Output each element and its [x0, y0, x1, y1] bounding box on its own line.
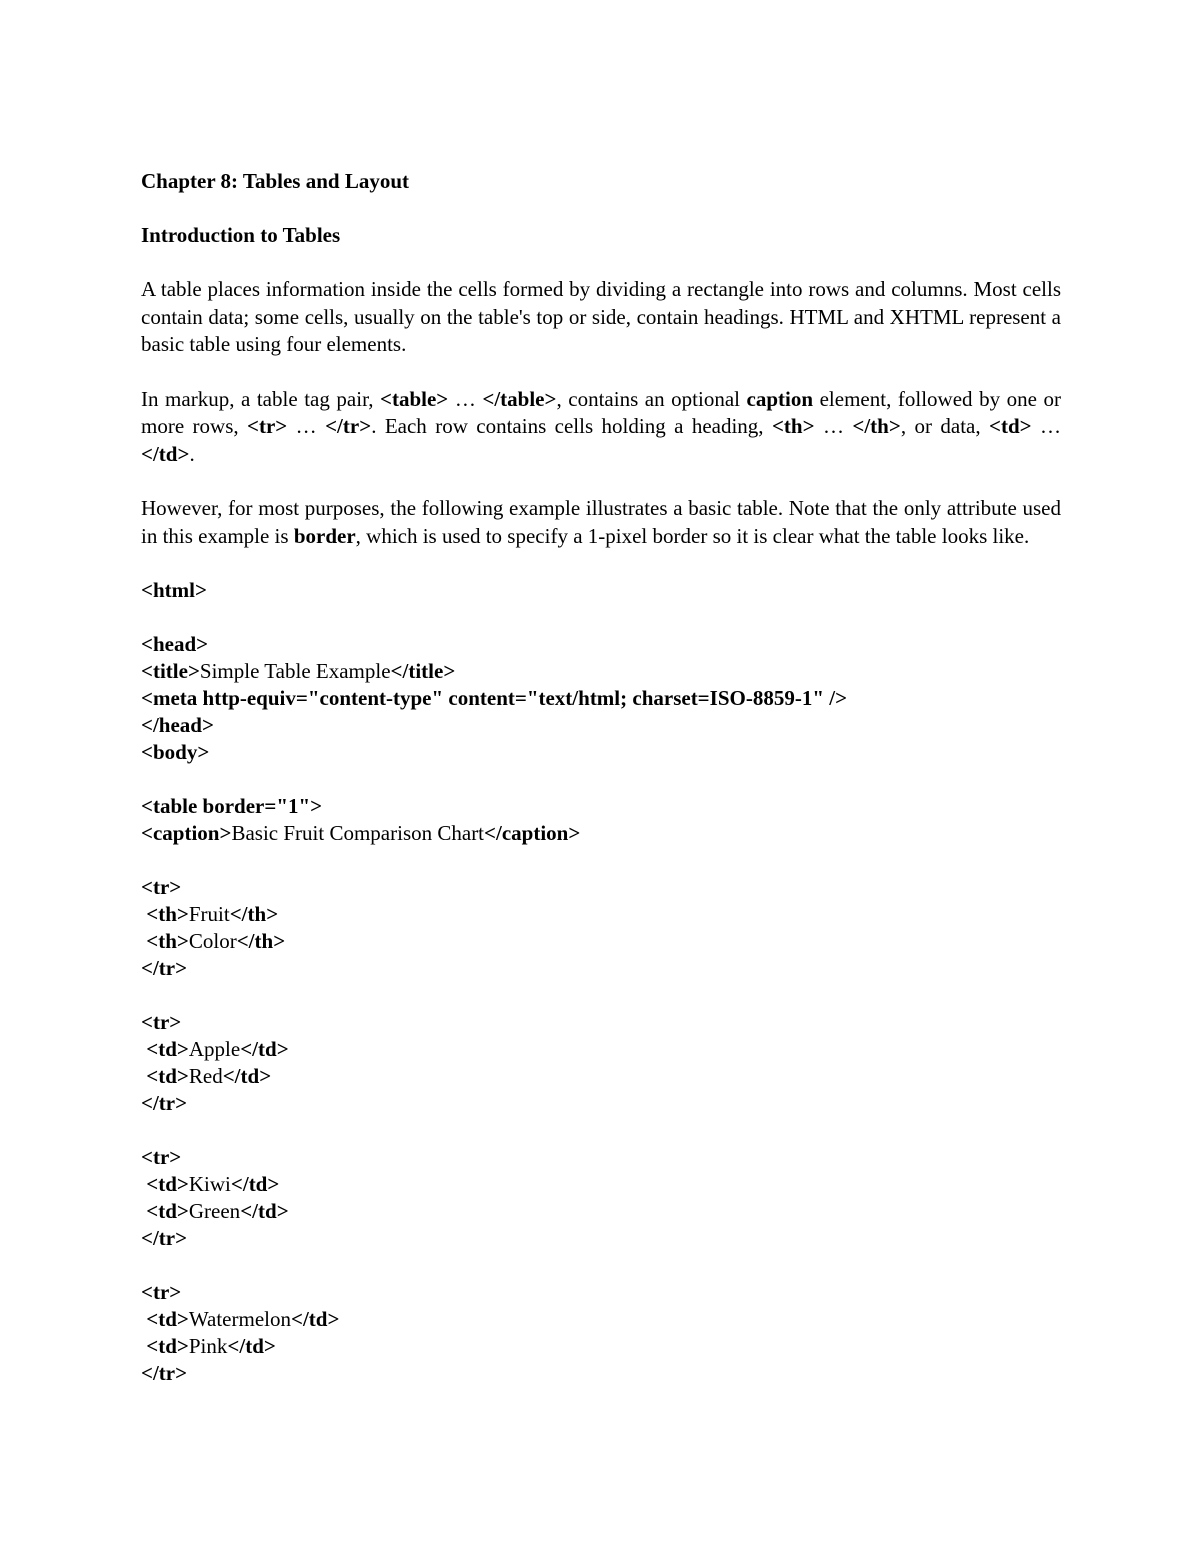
code-line: <body> [141, 740, 210, 764]
code-row-block [141, 1144, 1061, 1252]
chapter-title: Chapter 8: Tables and Layout [141, 169, 410, 193]
code-line: </tr> [141, 1226, 188, 1250]
code-row-block [141, 1279, 1061, 1387]
code-line: <td>Green</td> [141, 1199, 289, 1223]
paragraph-example: However, for most purposes, the following example illustrates a basic table. Note that the only attribute used in this example is border, which is used to specify a 1-pixel border so it is clear what the table looks like. [141, 496, 1061, 548]
code-line: </tr> [141, 1091, 188, 1115]
code-line: <meta http-equiv="content-type" content="text/html; charset=ISO-8859-1" /> [141, 686, 848, 710]
code-line: <title>Simple Table Example</title> [141, 659, 456, 683]
code-line: <tr> [141, 1145, 182, 1169]
code-line: <tr> [141, 1280, 182, 1304]
code-listing [141, 577, 1061, 1387]
document-body [141, 168, 1061, 1387]
code-line: </tr> [141, 956, 188, 980]
code-line: <td>Watermelon</td> [141, 1307, 340, 1331]
code-line: </tr> [141, 1361, 188, 1385]
code-line: <td>Kiwi</td> [141, 1172, 280, 1196]
code-line: <head> [141, 632, 209, 656]
code-row-block [141, 1009, 1061, 1117]
code-line: <html> [141, 578, 207, 602]
code-row-block [141, 874, 1061, 982]
code-line: <caption>Basic Fruit Comparison Chart</caption> [141, 821, 581, 845]
code-line: <th>Color</th> [141, 929, 286, 953]
paragraph-markup: In markup, a table tag pair, <table> … </table>, contains an optional caption element, followed by one or more rows, <tr> … </tr>. Each row contains cells holding a heading, <th> … </th>, or data, <td> … </td>. [141, 386, 1062, 466]
code-line: <tr> [141, 875, 182, 899]
code-line: <td>Red</td> [141, 1064, 272, 1088]
code-line: <table border="1"> [141, 794, 323, 818]
paragraph-intro: A table places information inside the cells formed by dividing a rectangle into rows and columns. Most cells contain data; some cells, usually on the table's top or side, contain headings. HTML and XHTML represent a basic table using four elements. [141, 277, 1061, 356]
code-line: <th>Fruit</th> [141, 902, 279, 926]
code-line: <td>Pink</td> [141, 1334, 276, 1358]
code-line: <tr> [141, 1010, 182, 1034]
code-line: </head> [141, 713, 214, 737]
section-title: Introduction to Tables [141, 223, 341, 247]
code-line: <td>Apple</td> [141, 1037, 289, 1061]
